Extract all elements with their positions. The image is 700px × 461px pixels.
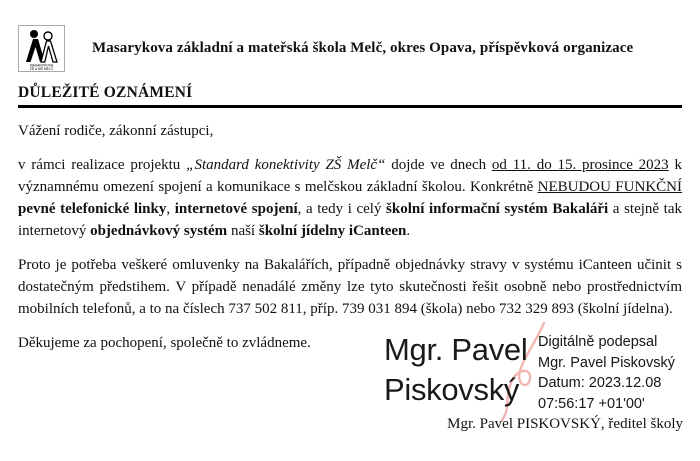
- school-name: Masarykova základní a mateřská škola Melč, okres Opava, příspěvková organizace: [92, 40, 634, 56]
- signer-title-line: Mgr. Pavel PISKOVSKÝ, ředitel školy: [447, 416, 683, 432]
- date-range-underlined: od 11. do 15. prosince 2023: [491, 157, 669, 173]
- school-logo: [18, 25, 65, 72]
- title-divider-rule: [18, 105, 682, 108]
- bakalari-system-bold: školní informační systém Bakaláři: [386, 201, 609, 217]
- digital-signature-details: [538, 332, 675, 414]
- school-logo-icon: [18, 25, 65, 72]
- paragraph-instructions: Proto je potřeba veškeré omluvenky na Bakalářích, případně objednávky stravy v systému iCanteen učinit s dostatečným předstihem. V případě nenadálé změny lze tyto skutečnosti řešit osobně nebo prostřednictvím mobilních telefonů, a to na číslech 737 502 811, příp. 739 031 894 (škola) nebo 732 329 893 (školní jídelna).: [18, 257, 682, 317]
- text-segment: dojde ve dnech: [385, 157, 492, 173]
- signature-detail-line: Mgr. Pavel Piskovský: [538, 354, 675, 371]
- document-title: DŮLEŽITÉ OZNÁMENÍ: [18, 84, 193, 101]
- text-segment: a stejně tak internetový: [18, 201, 682, 239]
- signature-detail-line: Digitálně podepsal: [538, 334, 658, 350]
- signature-detail-line: Datum: 2023.12.08: [538, 375, 662, 391]
- ordering-system-bold: objednávkový systém: [90, 223, 228, 239]
- project-name-italic: „Standard konektivity ZŠ Melč“: [186, 157, 386, 173]
- text-segment: ,: [166, 201, 175, 217]
- text-segment: naší: [227, 223, 259, 239]
- icanteen-bold: školní jídelny iCanteen: [258, 223, 407, 239]
- not-functional-underlined: NEBUDOU FUNKČNÍ: [537, 179, 682, 195]
- signature-detail-line: 07:56:17 +01'00': [538, 395, 645, 412]
- signature-name-line2: Piskovský: [384, 372, 520, 407]
- text-segment: k významnému omezení spojení a komunikace s melčskou základní školou. Konkrétně: [18, 157, 682, 195]
- paragraph-outage-notice: [18, 154, 682, 242]
- internet-bold: internetové spojení: [174, 201, 298, 217]
- digital-signature-name: [384, 330, 527, 410]
- closing-line: Děkujeme za pochopení, společně to zvládneme.: [18, 335, 311, 351]
- logo-caption-line2: ZŠ a MŠ MELČ: [29, 67, 54, 72]
- salutation: Vážení rodiče, zákonní zástupci,: [18, 123, 214, 139]
- phone-lines-bold: pevné telefonické linky: [18, 201, 167, 217]
- text-segment: .: [406, 223, 411, 239]
- text-segment: v rámci realizace projektu: [18, 157, 187, 173]
- signature-name-line1: Mgr. Pavel: [384, 332, 528, 367]
- document-header: [0, 0, 700, 72]
- logo-caption-line1: MASARYKOVA: [29, 63, 54, 68]
- text-segment: , a tedy i celý: [297, 201, 387, 217]
